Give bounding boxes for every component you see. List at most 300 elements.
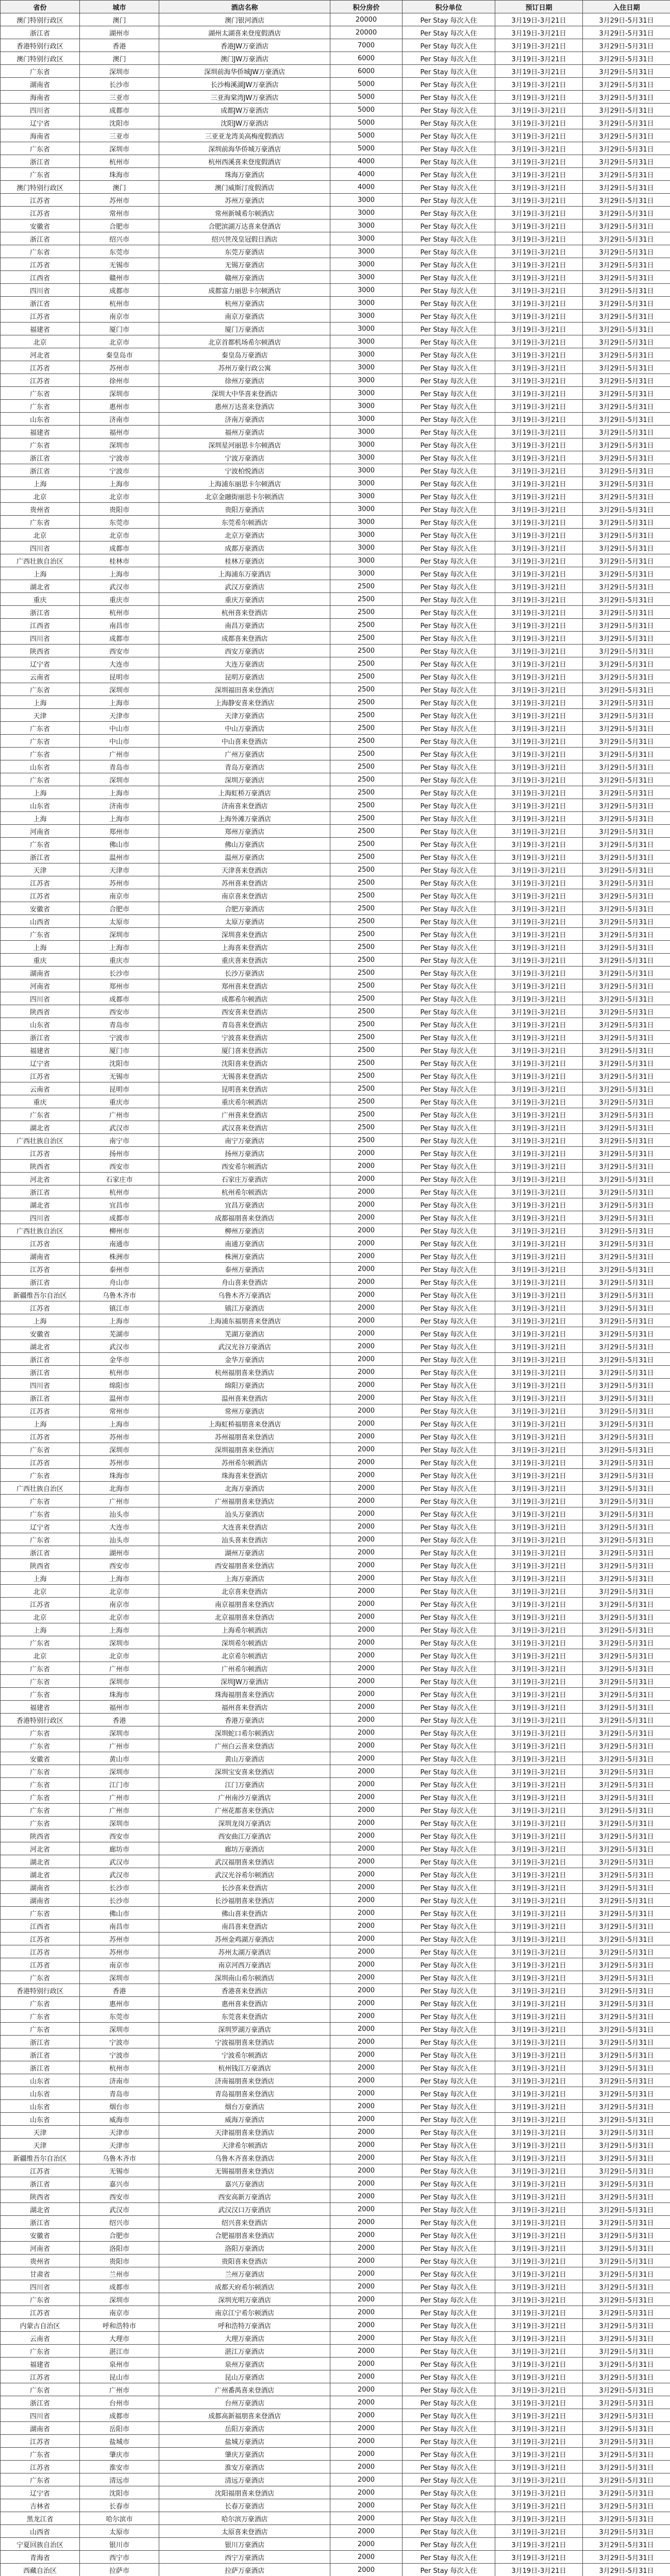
cell-points-unit: Per Stay 每次入住 <box>403 323 495 335</box>
cell-booking-date: 3月19日-3月21日 <box>495 284 583 297</box>
cell-stay-date: 3月29日-5月31日 <box>583 967 670 979</box>
table-row <box>1 65 670 78</box>
cell-booking-date: 3月19日-3月21日 <box>495 1881 583 1894</box>
cell-points-unit: Per Stay 每次入住 <box>403 104 495 116</box>
cell-hotel-name: 贵阳万豪酒店 <box>159 503 330 516</box>
cell-province: 福建省 <box>1 1701 80 1714</box>
cell-booking-date: 3月19日-3月21日 <box>495 2267 583 2280</box>
cell-points-unit: Per Stay 每次入住 <box>403 2306 495 2319</box>
cell-points-unit: Per Stay 每次入住 <box>403 2396 495 2409</box>
cell-hotel-name: 湖州太湖喜来登度假酒店 <box>159 26 330 39</box>
table-row <box>1 194 670 207</box>
cell-province: 湖北省 <box>1 1198 80 1211</box>
cell-points-rate: 2500 <box>330 812 403 825</box>
cell-hotel-name: 杭州万豪酒店 <box>159 297 330 310</box>
table-row <box>1 1533 670 1546</box>
table-row <box>1 2113 670 2126</box>
cell-province: 广东省 <box>1 168 80 181</box>
cell-hotel-name: 上海静安喜来登酒店 <box>159 696 330 709</box>
cell-points-rate: 3000 <box>330 490 403 503</box>
cell-province: 广东省 <box>1 516 80 529</box>
cell-points-unit: Per Stay 每次入住 <box>403 1804 495 1817</box>
cell-booking-date: 3月19日-3月21日 <box>495 1817 583 1829</box>
table-row <box>1 1417 670 1430</box>
cell-stay-date: 3月29日-5月31日 <box>583 516 670 529</box>
cell-province: 广东省 <box>1 387 80 400</box>
cell-province: 天津 <box>1 863 80 876</box>
cell-stay-date: 3月29日-5月31日 <box>583 65 670 78</box>
table-row <box>1 451 670 464</box>
cell-points-rate: 2000 <box>330 2512 403 2525</box>
cell-hotel-name: 东莞喜来登酒店 <box>159 2010 330 2023</box>
cell-points-rate: 3000 <box>330 451 403 464</box>
cell-booking-date: 3月19日-3月21日 <box>495 2216 583 2229</box>
cell-city: 西安市 <box>80 1005 159 1018</box>
cell-stay-date: 3月29日-5月31日 <box>583 1147 670 1160</box>
cell-points-rate: 2000 <box>330 2358 403 2370</box>
cell-province: 江苏省 <box>1 1404 80 1417</box>
cell-booking-date: 3月19日-3月21日 <box>495 477 583 490</box>
table-row <box>1 1933 670 1945</box>
cell-booking-date: 3月19日-3月21日 <box>495 2499 583 2512</box>
cell-hotel-name: 杭州西溪喜来登度假酒店 <box>159 155 330 168</box>
cell-booking-date: 3月19日-3月21日 <box>495 2512 583 2525</box>
cell-points-unit: Per Stay 每次入住 <box>403 709 495 722</box>
cell-hotel-name: 大连喜来登酒店 <box>159 1520 330 1533</box>
table-row <box>1 477 670 490</box>
cell-stay-date: 3月29日-5月31日 <box>583 477 670 490</box>
table-row <box>1 1327 670 1340</box>
cell-province: 广东省 <box>1 2023 80 2036</box>
cell-points-rate: 2000 <box>330 2203 403 2216</box>
table-row <box>1 1662 670 1675</box>
cell-hotel-name: 惠州喜来登酒店 <box>159 1997 330 2010</box>
cell-booking-date: 3月19日-3月21日 <box>495 902 583 915</box>
cell-city: 大连市 <box>80 1520 159 1533</box>
cell-booking-date: 3月19日-3月21日 <box>495 2010 583 2023</box>
cell-stay-date: 3月29日-5月31日 <box>583 1907 670 1920</box>
cell-points-unit: Per Stay 每次入住 <box>403 1237 495 1250</box>
table-row <box>1 181 670 194</box>
cell-booking-date: 3月19日-3月21日 <box>495 1456 583 1469</box>
cell-stay-date: 3月29日-5月31日 <box>583 2023 670 2036</box>
cell-booking-date: 3月19日-3月21日 <box>495 207 583 219</box>
table-row <box>1 1585 670 1598</box>
cell-province: 山东省 <box>1 760 80 773</box>
cell-stay-date: 3月29日-5月31日 <box>583 1417 670 1430</box>
cell-province: 江苏省 <box>1 1958 80 1971</box>
cell-hotel-name: 太原喜来登酒店 <box>159 2525 330 2538</box>
cell-hotel-name: 济南万豪酒店 <box>159 413 330 426</box>
cell-hotel-name: 长沙万豪酒店 <box>159 967 330 979</box>
cell-stay-date: 3月29日-5月31日 <box>583 245 670 258</box>
cell-booking-date: 3月19日-3月21日 <box>495 2383 583 2396</box>
cell-province: 广东省 <box>1 1469 80 1482</box>
cell-city: 中山市 <box>80 735 159 748</box>
cell-points-unit: Per Stay 每次入住 <box>403 941 495 954</box>
cell-stay-date: 3月29日-5月31日 <box>583 284 670 297</box>
cell-booking-date: 3月19日-3月21日 <box>495 1997 583 2010</box>
cell-city: 北京市 <box>80 1611 159 1623</box>
cell-points-rate: 2000 <box>330 1958 403 1971</box>
cell-hotel-name: 徐州万豪酒店 <box>159 374 330 387</box>
cell-hotel-name: 深圳JW万豪酒店 <box>159 1675 330 1688</box>
cell-province: 广东省 <box>1 1726 80 1739</box>
cell-booking-date: 3月19日-3月21日 <box>495 1714 583 1726</box>
cell-city: 广州市 <box>80 1739 159 1752</box>
cell-booking-date: 3月19日-3月21日 <box>495 1791 583 1804</box>
cell-booking-date: 3月19日-3月21日 <box>495 1971 583 1984</box>
cell-points-rate: 5000 <box>330 142 403 155</box>
table-row <box>1 1070 670 1082</box>
cell-points-rate: 2500 <box>330 606 403 619</box>
cell-points-rate: 2000 <box>330 2113 403 2126</box>
cell-city: 宁波市 <box>80 2048 159 2061</box>
cell-stay-date: 3月29日-5月31日 <box>583 1482 670 1495</box>
cell-stay-date: 3月29日-5月31日 <box>583 1572 670 1585</box>
cell-booking-date: 3月19日-3月21日 <box>495 2087 583 2100</box>
cell-stay-date: 3月29日-5月31日 <box>583 1469 670 1482</box>
cell-points-unit: Per Stay 每次入住 <box>403 2139 495 2151</box>
cell-points-rate: 2000 <box>330 2036 403 2048</box>
cell-province: 广东省 <box>1 773 80 786</box>
cell-points-unit: Per Stay 每次入住 <box>403 426 495 438</box>
cell-points-unit: Per Stay 每次入住 <box>403 26 495 39</box>
cell-hotel-name: 南京河西万豪酒店 <box>159 1958 330 1971</box>
cell-booking-date: 3月19日-3月21日 <box>495 825 583 838</box>
cell-city: 深圳市 <box>80 1971 159 1984</box>
cell-hotel-name: 武汉万豪酒店 <box>159 580 330 593</box>
cell-booking-date: 3月19日-3月21日 <box>495 271 583 284</box>
cell-hotel-name: 哈尔滨万豪酒店 <box>159 2512 330 2525</box>
cell-points-unit: Per Stay 每次入住 <box>403 1456 495 1469</box>
cell-city: 广州市 <box>80 2383 159 2396</box>
table-row <box>1 2486 670 2499</box>
cell-stay-date: 3月29日-5月31日 <box>583 142 670 155</box>
cell-points-unit: Per Stay 每次入住 <box>403 1585 495 1598</box>
cell-points-rate: 20000 <box>330 13 403 26</box>
cell-hotel-name: 贵阳喜来登酒店 <box>159 2255 330 2267</box>
cell-stay-date: 3月29日-5月31日 <box>583 116 670 129</box>
cell-city: 苏州市 <box>80 1933 159 1945</box>
cell-points-unit: Per Stay 每次入住 <box>403 2048 495 2061</box>
cell-stay-date: 3月29日-5月31日 <box>583 1404 670 1417</box>
table-row <box>1 2139 670 2151</box>
cell-points-rate: 2000 <box>330 1714 403 1726</box>
table-row <box>1 245 670 258</box>
cell-points-unit: Per Stay 每次入住 <box>403 194 495 207</box>
table-row <box>1 2074 670 2087</box>
cell-city: 南通市 <box>80 1237 159 1250</box>
cell-booking-date: 3月19日-3月21日 <box>495 1907 583 1920</box>
cell-city: 上海市 <box>80 1623 159 1636</box>
cell-stay-date: 3月29日-5月31日 <box>583 1559 670 1572</box>
cell-province: 广西壮族自治区 <box>1 554 80 567</box>
cell-points-unit: Per Stay 每次入住 <box>403 2461 495 2473</box>
cell-stay-date: 3月29日-5月31日 <box>583 1662 670 1675</box>
cell-province: 江苏省 <box>1 258 80 271</box>
cell-points-unit: Per Stay 每次入住 <box>403 2525 495 2538</box>
cell-hotel-name: 乌鲁木齐喜来登酒店 <box>159 2151 330 2164</box>
cell-hotel-name: 秦皇岛万豪酒店 <box>159 348 330 361</box>
cell-points-rate: 2000 <box>330 2473 403 2486</box>
cell-points-rate: 2000 <box>330 1572 403 1585</box>
cell-stay-date: 3月29日-5月31日 <box>583 2267 670 2280</box>
cell-hotel-name: 泰州万豪酒店 <box>159 1263 330 1276</box>
cell-province: 山东省 <box>1 413 80 426</box>
cell-booking-date: 3月19日-3月21日 <box>495 1147 583 1160</box>
cell-city: 香港 <box>80 1984 159 1997</box>
cell-points-rate: 2000 <box>330 1211 403 1224</box>
cell-province: 香港特别行政区 <box>1 1984 80 1997</box>
cell-points-unit: Per Stay 每次入住 <box>403 1636 495 1649</box>
table-row <box>1 1649 670 1662</box>
cell-booking-date: 3月19日-3月21日 <box>495 1095 583 1108</box>
cell-points-unit: Per Stay 每次入住 <box>403 2190 495 2203</box>
cell-points-unit: Per Stay 每次入住 <box>403 2061 495 2074</box>
cell-points-rate: 2500 <box>330 1108 403 1121</box>
cell-city: 成都市 <box>80 632 159 645</box>
cell-province: 四川省 <box>1 1211 80 1224</box>
cell-hotel-name: 长沙喜来登酒店 <box>159 1881 330 1894</box>
cell-points-rate: 2000 <box>330 1765 403 1778</box>
table-row <box>1 1559 670 1572</box>
cell-province: 辽宁省 <box>1 1520 80 1533</box>
cell-booking-date: 3月19日-3月21日 <box>495 1224 583 1237</box>
cell-hotel-name: 福州喜来登酒店 <box>159 1701 330 1714</box>
cell-city: 南昌市 <box>80 1920 159 1933</box>
cell-booking-date: 3月19日-3月21日 <box>495 979 583 992</box>
cell-points-rate: 2000 <box>330 1611 403 1623</box>
cell-province: 浙江省 <box>1 155 80 168</box>
cell-points-rate: 2500 <box>330 902 403 915</box>
cell-points-rate: 3000 <box>330 567 403 580</box>
cell-stay-date: 3月29日-5月31日 <box>583 1855 670 1868</box>
cell-stay-date: 3月29日-5月31日 <box>583 645 670 657</box>
cell-province: 福建省 <box>1 2358 80 2370</box>
table-row <box>1 670 670 683</box>
cell-province: 天津 <box>1 2139 80 2151</box>
cell-province: 山东省 <box>1 2100 80 2113</box>
cell-province: 河北省 <box>1 348 80 361</box>
cell-points-rate: 2000 <box>330 1289 403 1301</box>
cell-city: 江门市 <box>80 1778 159 1791</box>
cell-city: 杭州市 <box>80 1366 159 1379</box>
cell-hotel-name: 南昌喜来登酒店 <box>159 1920 330 1933</box>
table-row <box>1 1804 670 1817</box>
cell-points-rate: 2000 <box>330 1585 403 1598</box>
cell-city: 温州市 <box>80 851 159 863</box>
cell-stay-date: 3月29日-5月31日 <box>583 2061 670 2074</box>
table-row <box>1 13 670 26</box>
cell-points-unit: Per Stay 每次入住 <box>403 2473 495 2486</box>
cell-province: 贵州省 <box>1 503 80 516</box>
cell-points-unit: Per Stay 每次入住 <box>403 580 495 593</box>
cell-stay-date: 3月29日-5月31日 <box>583 39 670 52</box>
cell-province: 北京 <box>1 529 80 541</box>
cell-city: 深圳市 <box>80 2293 159 2306</box>
cell-hotel-name: 上海外滩万豪酒店 <box>159 812 330 825</box>
cell-points-unit: Per Stay 每次入住 <box>403 1224 495 1237</box>
cell-booking-date: 3月19日-3月21日 <box>495 13 583 26</box>
cell-booking-date: 3月19日-3月21日 <box>495 735 583 748</box>
cell-booking-date: 3月19日-3月21日 <box>495 413 583 426</box>
cell-hotel-name: 大理万豪酒店 <box>159 2332 330 2345</box>
cell-points-unit: Per Stay 每次入住 <box>403 863 495 876</box>
cell-province: 新疆维吾尔自治区 <box>1 2151 80 2164</box>
cell-booking-date: 3月19日-3月21日 <box>495 1404 583 1417</box>
cell-province: 北京 <box>1 1649 80 1662</box>
cell-city: 广州市 <box>80 1108 159 1121</box>
cell-province: 陕西省 <box>1 1559 80 1572</box>
cell-province: 海南省 <box>1 91 80 104</box>
cell-province: 重庆 <box>1 1095 80 1108</box>
cell-province: 甘肃省 <box>1 2267 80 2280</box>
cell-points-unit: Per Stay 每次入住 <box>403 2216 495 2229</box>
cell-points-rate: 2500 <box>330 632 403 645</box>
cell-booking-date: 3月19日-3月21日 <box>495 2203 583 2216</box>
cell-points-unit: Per Stay 每次入住 <box>403 992 495 1005</box>
cell-province: 广东省 <box>1 400 80 413</box>
cell-points-rate: 2000 <box>330 2422 403 2435</box>
table-row <box>1 2164 670 2177</box>
cell-province: 四川省 <box>1 992 80 1005</box>
table-row <box>1 1778 670 1791</box>
cell-city: 苏州市 <box>80 1945 159 1958</box>
cell-city: 澳门 <box>80 52 159 65</box>
cell-hotel-name: 南京江宁希尔顿酒店 <box>159 2306 330 2319</box>
table-row <box>1 2396 670 2409</box>
cell-points-unit: Per Stay 每次入住 <box>403 65 495 78</box>
cell-booking-date: 3月19日-3月21日 <box>495 232 583 245</box>
cell-stay-date: 3月29日-5月31日 <box>583 13 670 26</box>
cell-province: 辽宁省 <box>1 2486 80 2499</box>
cell-points-rate: 2000 <box>330 1559 403 1572</box>
table-row <box>1 657 670 670</box>
cell-hotel-name: 太原万豪酒店 <box>159 915 330 928</box>
cell-hotel-name: 北京万豪酒店 <box>159 529 330 541</box>
cell-stay-date: 3月29日-5月31日 <box>583 155 670 168</box>
cell-points-unit: Per Stay 每次入住 <box>403 2358 495 2370</box>
cell-city: 贵阳市 <box>80 2255 159 2267</box>
cell-province: 北京 <box>1 490 80 503</box>
cell-city: 贵阳市 <box>80 503 159 516</box>
cell-stay-date: 3月29日-5月31日 <box>583 1314 670 1327</box>
table-row <box>1 967 670 979</box>
cell-stay-date: 3月29日-5月31日 <box>583 503 670 516</box>
cell-points-rate: 2500 <box>330 992 403 1005</box>
cell-province: 浙江省 <box>1 2036 80 2048</box>
cell-hotel-name: 柳州万豪酒店 <box>159 1224 330 1237</box>
cell-points-unit: Per Stay 每次入住 <box>403 915 495 928</box>
cell-points-rate: 2000 <box>330 1649 403 1662</box>
cell-stay-date: 3月29日-5月31日 <box>583 1585 670 1598</box>
cell-hotel-name: 昆明喜来登酒店 <box>159 1082 330 1095</box>
cell-booking-date: 3月19日-3月21日 <box>495 2190 583 2203</box>
table-row <box>1 2345 670 2358</box>
cell-stay-date: 3月29日-5月31日 <box>583 580 670 593</box>
cell-hotel-name: 苏州万豪酒店 <box>159 194 330 207</box>
header-row <box>1 1 670 13</box>
table-row <box>1 1198 670 1211</box>
cell-points-unit: Per Stay 每次入住 <box>403 619 495 632</box>
table-row <box>1 773 670 786</box>
cell-stay-date: 3月29日-5月31日 <box>583 915 670 928</box>
cell-stay-date: 3月29日-5月31日 <box>583 2461 670 2473</box>
cell-hotel-name: 岳阳万豪酒店 <box>159 2422 330 2435</box>
cell-points-unit: Per Stay 每次入住 <box>403 1611 495 1623</box>
table-row <box>1 2151 670 2164</box>
cell-points-rate: 2000 <box>330 1301 403 1314</box>
cell-points-rate: 2500 <box>330 657 403 670</box>
cell-booking-date: 3月19日-3月21日 <box>495 2074 583 2087</box>
cell-points-unit: Per Stay 每次入住 <box>403 142 495 155</box>
cell-booking-date: 3月19日-3月21日 <box>495 400 583 413</box>
cell-points-rate: 20000 <box>330 26 403 39</box>
cell-stay-date: 3月29日-5月31日 <box>583 168 670 181</box>
cell-city: 上海市 <box>80 1314 159 1327</box>
cell-city: 常州市 <box>80 1404 159 1417</box>
cell-booking-date: 3月19日-3月21日 <box>495 2564 583 2576</box>
cell-stay-date: 3月29日-5月31日 <box>583 348 670 361</box>
cell-province: 山东省 <box>1 2113 80 2126</box>
cell-stay-date: 3月29日-5月31日 <box>583 2048 670 2061</box>
cell-booking-date: 3月19日-3月21日 <box>495 696 583 709</box>
cell-city: 兰州市 <box>80 2267 159 2280</box>
cell-province: 广东省 <box>1 735 80 748</box>
cell-province: 上海 <box>1 477 80 490</box>
cell-points-rate: 2000 <box>330 2409 403 2422</box>
table-row <box>1 2538 670 2551</box>
cell-province: 辽宁省 <box>1 1057 80 1070</box>
header-booking-date: 预订日期 <box>495 1 583 13</box>
cell-hotel-name: 西安万豪酒店 <box>159 645 330 657</box>
cell-stay-date: 3月29日-5月31日 <box>583 2473 670 2486</box>
cell-hotel-name: 深圳前海华侨城万豪酒店 <box>159 142 330 155</box>
cell-stay-date: 3月29日-5月31日 <box>583 1044 670 1057</box>
cell-points-unit: Per Stay 每次入住 <box>403 1623 495 1636</box>
cell-points-rate: 2000 <box>330 1340 403 1353</box>
table-row <box>1 1185 670 1198</box>
cell-points-unit: Per Stay 每次入住 <box>403 541 495 554</box>
cell-province: 广东省 <box>1 683 80 696</box>
cell-stay-date: 3月29日-5月31日 <box>583 2422 670 2435</box>
cell-hotel-name: 肇庆万豪酒店 <box>159 2448 330 2461</box>
cell-points-rate: 2500 <box>330 748 403 760</box>
cell-hotel-name: 广州喜来登酒店 <box>159 1108 330 1121</box>
cell-city: 无锡市 <box>80 2164 159 2177</box>
cell-province: 浙江省 <box>1 26 80 39</box>
cell-points-unit: Per Stay 每次入住 <box>403 1817 495 1829</box>
table-row <box>1 902 670 915</box>
cell-points-unit: Per Stay 每次入住 <box>403 838 495 851</box>
cell-city: 成都市 <box>80 541 159 554</box>
cell-city: 泉州市 <box>80 2358 159 2370</box>
table-row <box>1 271 670 284</box>
cell-points-rate: 2000 <box>330 1353 403 1366</box>
table-row <box>1 1482 670 1495</box>
cell-points-unit: Per Stay 每次入住 <box>403 1031 495 1044</box>
cell-booking-date: 3月19日-3月21日 <box>495 361 583 374</box>
cell-booking-date: 3月19日-3月21日 <box>495 1417 583 1430</box>
table-row <box>1 2435 670 2448</box>
table-row <box>1 142 670 155</box>
cell-booking-date: 3月19日-3月21日 <box>495 1005 583 1018</box>
table-row <box>1 606 670 619</box>
cell-city: 宜昌市 <box>80 1198 159 1211</box>
cell-province: 云南省 <box>1 2332 80 2345</box>
cell-points-rate: 2000 <box>330 1379 403 1392</box>
